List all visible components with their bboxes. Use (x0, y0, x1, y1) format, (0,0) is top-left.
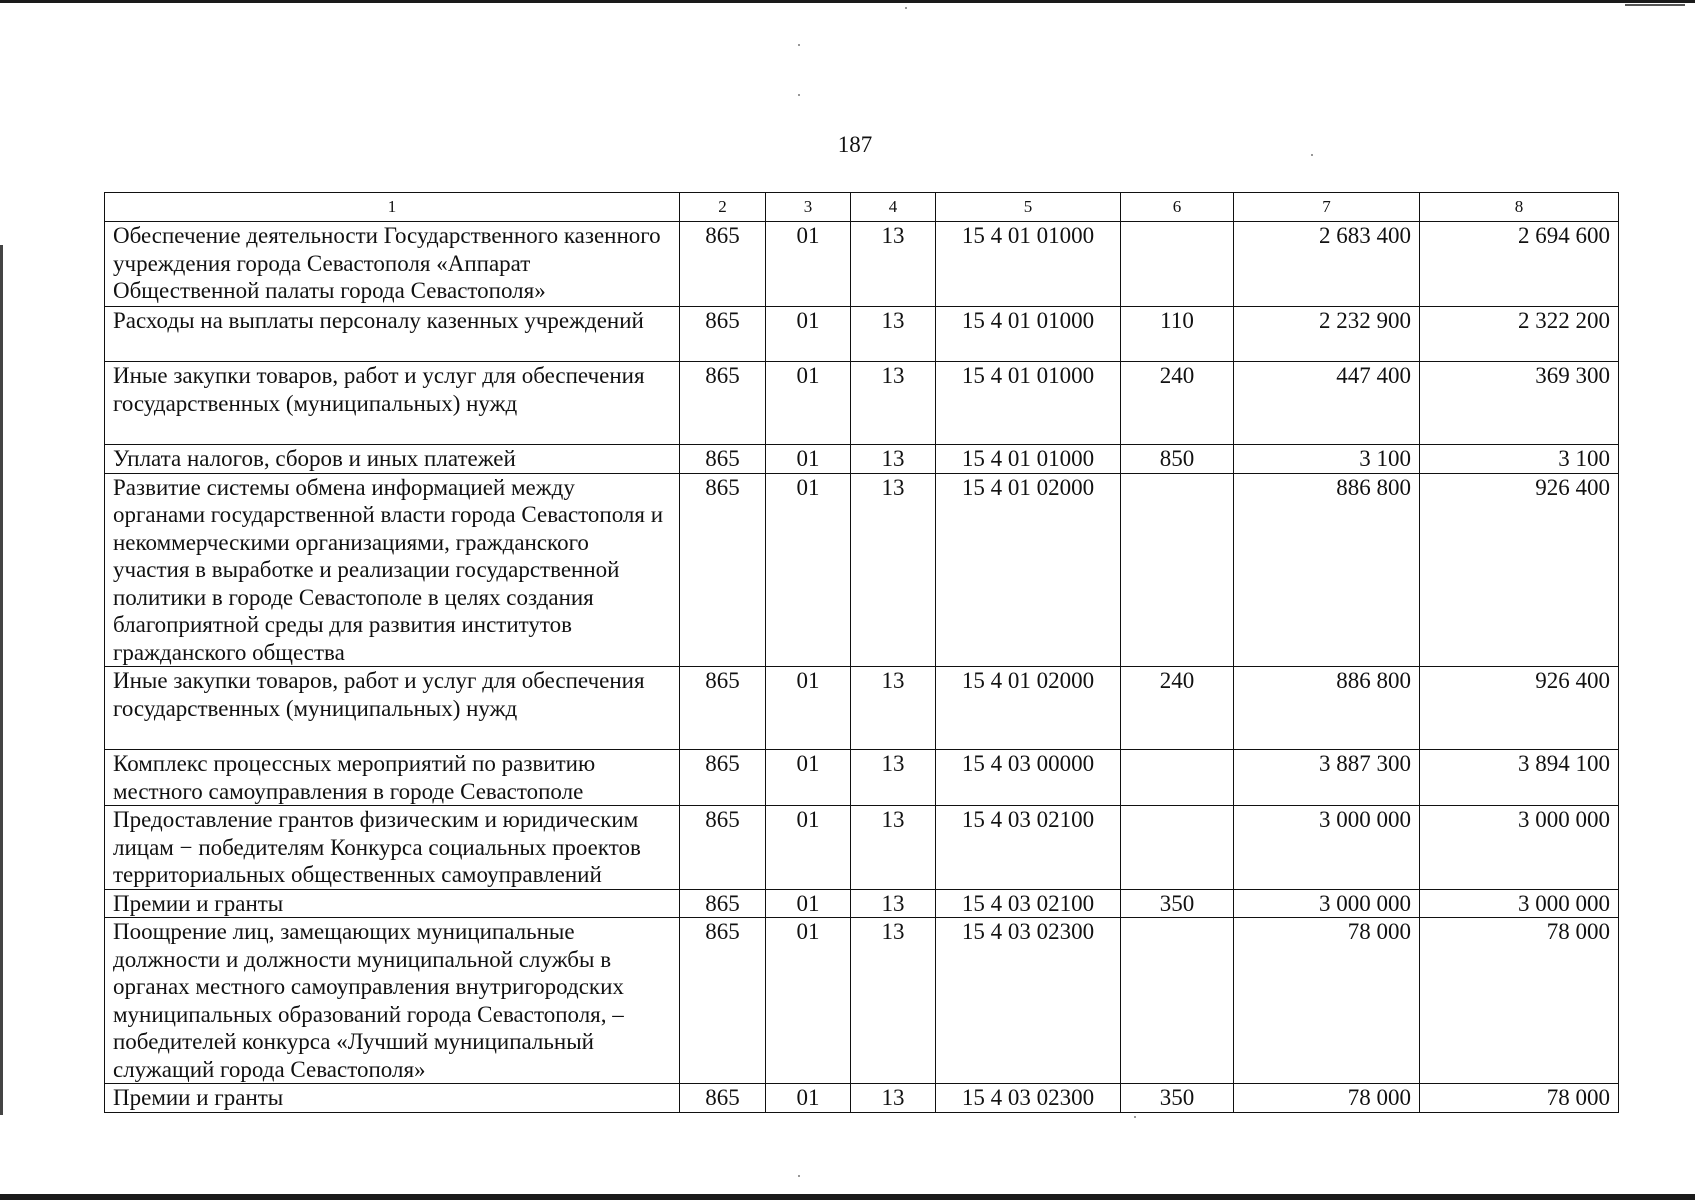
ved-code: 865 (680, 918, 766, 1084)
subsection-code: 13 (851, 667, 936, 750)
scan-speck (1134, 1116, 1136, 1118)
target-article-code: 15 4 01 02000 (936, 667, 1121, 750)
ved-code: 865 (680, 307, 766, 362)
amount-year-2: 926 400 (1420, 473, 1619, 667)
ved-code: 865 (680, 362, 766, 445)
scan-border-left (0, 245, 3, 1115)
subsection-code: 13 (851, 750, 936, 806)
scan-mark-top-right (1625, 4, 1685, 6)
section-code: 01 (766, 889, 851, 918)
amount-year-1: 78 000 (1234, 1084, 1420, 1113)
section-code: 01 (766, 307, 851, 362)
amount-year-2: 2 322 200 (1420, 307, 1619, 362)
target-article-code: 15 4 03 02100 (936, 889, 1121, 918)
row-name: Комплекс процессных мероприятий по развитию местного самоуправления в городе Севастополе (105, 750, 680, 806)
expense-type-code (1121, 473, 1234, 667)
scan-speck (798, 44, 800, 46)
target-article-code: 15 4 01 01000 (936, 307, 1121, 362)
scan-border-top (0, 0, 1695, 3)
row-name: Премии и гранты (105, 889, 680, 918)
section-code: 01 (766, 918, 851, 1084)
table-row (105, 750, 1619, 806)
ved-code: 865 (680, 445, 766, 474)
target-article-code: 15 4 01 02000 (936, 473, 1121, 667)
amount-year-2: 3 100 (1420, 445, 1619, 474)
target-article-code: 15 4 01 01000 (936, 362, 1121, 445)
amount-year-1: 3 887 300 (1234, 750, 1420, 806)
scan-speck (798, 1175, 800, 1177)
column-number: 3 (766, 193, 851, 222)
amount-year-1: 886 800 (1234, 667, 1420, 750)
expense-type-code: 240 (1121, 667, 1234, 750)
section-code: 01 (766, 1084, 851, 1113)
subsection-code: 13 (851, 222, 936, 307)
column-number: 7 (1234, 193, 1420, 222)
amount-year-1: 3 000 000 (1234, 889, 1420, 918)
column-number-row (105, 193, 1619, 222)
expense-type-code: 110 (1121, 307, 1234, 362)
target-article-code: 15 4 01 01000 (936, 222, 1121, 307)
table-row (105, 806, 1619, 890)
subsection-code: 13 (851, 889, 936, 918)
row-name: Уплата налогов, сборов и иных платежей (105, 445, 680, 474)
section-code: 01 (766, 750, 851, 806)
column-number: 1 (105, 193, 680, 222)
table-row (105, 667, 1619, 750)
amount-year-2: 78 000 (1420, 1084, 1619, 1113)
subsection-code: 13 (851, 445, 936, 474)
row-name: Поощрение лиц, замещающих муниципальные должности и должности муниципальной службы в органах местного самоуправления внутригородских муниципальных образований города Севастополя, – победителей конкурса «Лучший муниципальный служащий города Севастополя» (105, 918, 680, 1084)
scan-speck (905, 7, 907, 9)
subsection-code: 13 (851, 1084, 936, 1113)
table-row (105, 1084, 1619, 1113)
subsection-code: 13 (851, 806, 936, 890)
section-code: 01 (766, 667, 851, 750)
amount-year-1: 2 232 900 (1234, 307, 1420, 362)
subsection-code: 13 (851, 307, 936, 362)
ved-code: 865 (680, 806, 766, 890)
expense-type-code (1121, 222, 1234, 307)
target-article-code: 15 4 03 02100 (936, 806, 1121, 890)
expense-type-code: 350 (1121, 889, 1234, 918)
table-row (105, 889, 1619, 918)
row-name: Развитие системы обмена информацией между органами государственной власти города Севастополя и некоммерческими организациями, гражданского участия в выработке и реализации государственной политики в городе Севастополе в целях создания благоприятной среды для развития институтов гражданского общества (105, 473, 680, 667)
amount-year-2: 78 000 (1420, 918, 1619, 1084)
row-name: Предоставление грантов физическим и юридическим лицам − победителям Конкурса социальных проектов территориальных общественных самоуправлений (105, 806, 680, 890)
column-number: 6 (1121, 193, 1234, 222)
row-name: Обеспечение деятельности Государственного казенного учреждения города Севастополя «Аппарат Общественной палаты города Севастополя» (105, 222, 680, 307)
section-code: 01 (766, 222, 851, 307)
amount-year-1: 3 000 000 (1234, 806, 1420, 890)
amount-year-1: 2 683 400 (1234, 222, 1420, 307)
expense-type-code (1121, 750, 1234, 806)
table-row (105, 222, 1619, 307)
row-name: Иные закупки товаров, работ и услуг для обеспечения государственных (муниципальных) нужд (105, 667, 680, 750)
amount-year-1: 3 100 (1234, 445, 1420, 474)
ved-code: 865 (680, 1084, 766, 1113)
subsection-code: 13 (851, 362, 936, 445)
column-number: 2 (680, 193, 766, 222)
ved-code: 865 (680, 667, 766, 750)
row-name: Расходы на выплаты персоналу казенных учреждений (105, 307, 680, 362)
expense-type-code: 240 (1121, 362, 1234, 445)
expense-type-code (1121, 806, 1234, 890)
section-code: 01 (766, 445, 851, 474)
scan-border-bottom (0, 1194, 1695, 1200)
column-number: 8 (1420, 193, 1619, 222)
row-name: Иные закупки товаров, работ и услуг для обеспечения государственных (муниципальных) нужд (105, 362, 680, 445)
target-article-code: 15 4 03 02300 (936, 1084, 1121, 1113)
subsection-code: 13 (851, 473, 936, 667)
page-number: 187 (837, 132, 873, 157)
section-code: 01 (766, 806, 851, 890)
scan-speck (798, 94, 800, 96)
expense-type-code (1121, 918, 1234, 1084)
table-row (105, 473, 1619, 667)
subsection-code: 13 (851, 918, 936, 1084)
target-article-code: 15 4 03 00000 (936, 750, 1121, 806)
amount-year-2: 926 400 (1420, 667, 1619, 750)
table-row (105, 445, 1619, 474)
column-number: 4 (851, 193, 936, 222)
amount-year-2: 369 300 (1420, 362, 1619, 445)
expense-type-code: 850 (1121, 445, 1234, 474)
expense-type-code: 350 (1121, 1084, 1234, 1113)
ved-code: 865 (680, 473, 766, 667)
amount-year-1: 78 000 (1234, 918, 1420, 1084)
amount-year-2: 3 894 100 (1420, 750, 1619, 806)
target-article-code: 15 4 01 01000 (936, 445, 1121, 474)
amount-year-1: 447 400 (1234, 362, 1420, 445)
section-code: 01 (766, 362, 851, 445)
table-row (105, 362, 1619, 445)
ved-code: 865 (680, 750, 766, 806)
budget-table (104, 192, 1619, 1113)
target-article-code: 15 4 03 02300 (936, 918, 1121, 1084)
amount-year-2: 3 000 000 (1420, 889, 1619, 918)
section-code: 01 (766, 473, 851, 667)
table-row (105, 307, 1619, 362)
table-row (105, 918, 1619, 1084)
amount-year-1: 886 800 (1234, 473, 1420, 667)
column-number: 5 (936, 193, 1121, 222)
ved-code: 865 (680, 222, 766, 307)
ved-code: 865 (680, 889, 766, 918)
row-name: Премии и гранты (105, 1084, 680, 1113)
amount-year-2: 3 000 000 (1420, 806, 1619, 890)
amount-year-2: 2 694 600 (1420, 222, 1619, 307)
